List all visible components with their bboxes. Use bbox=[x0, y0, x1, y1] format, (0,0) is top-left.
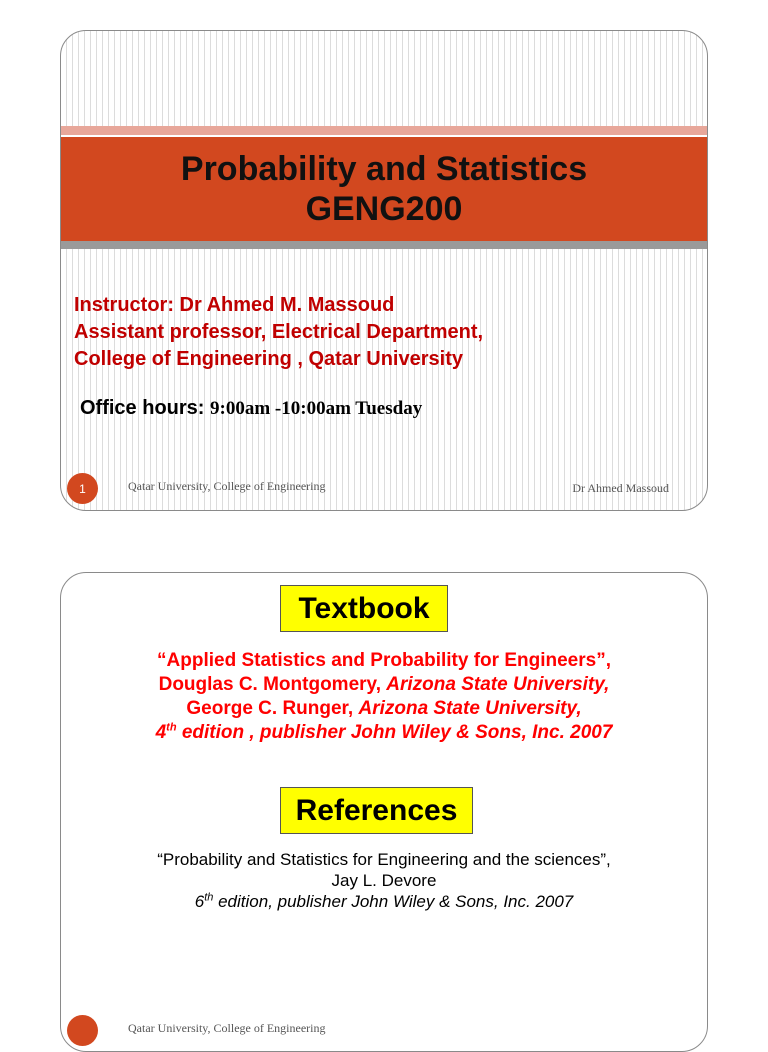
footer-author: Dr Ahmed Massoud bbox=[572, 481, 669, 495]
textbook-author-1 bbox=[61, 673, 707, 697]
office-hours bbox=[80, 397, 422, 420]
author-1-name: Douglas C. Montgomery, bbox=[158, 674, 381, 695]
office-hours-label: Office hours: bbox=[80, 397, 205, 419]
author-2-name: George C. Runger, bbox=[186, 698, 354, 719]
author-2-affiliation: Arizona State University, bbox=[358, 698, 582, 719]
page-number-badge: 1 bbox=[67, 473, 98, 504]
edition-suffix: th bbox=[166, 721, 177, 734]
ref-edition-number: 6 bbox=[194, 892, 205, 911]
edition-number: 4 bbox=[155, 722, 167, 743]
course-code: GENG200 bbox=[305, 190, 463, 228]
textbook-heading: Textbook bbox=[280, 585, 448, 632]
office-hours-value: 9:00am -10:00am Tuesday bbox=[210, 398, 423, 419]
slide-1 bbox=[60, 30, 708, 511]
reference-author: Jay L. Devore bbox=[331, 871, 437, 890]
textbook-author-2 bbox=[61, 697, 707, 721]
page-number-badge-2 bbox=[67, 1015, 98, 1046]
title-band-accent bbox=[61, 126, 707, 135]
reference-edition bbox=[61, 891, 707, 912]
ref-edition-publisher: edition, publisher John Wiley & Sons, Inc. 2007 bbox=[213, 892, 574, 911]
footer-institution: Qatar University, College of Engineering bbox=[128, 479, 326, 493]
slide-2 bbox=[60, 572, 708, 1052]
author-1-affiliation: Arizona State University, bbox=[386, 674, 610, 695]
instructor-position: Assistant professor, Electrical Department, bbox=[74, 321, 484, 343]
title-band bbox=[61, 137, 707, 241]
instructor-name: Instructor: Dr Ahmed M. Massoud bbox=[74, 294, 395, 316]
reference-title: “Probability and Statistics for Engineering and the sciences”, bbox=[157, 850, 611, 869]
references-heading: References bbox=[280, 787, 473, 834]
ref-edition-suffix: th bbox=[204, 891, 214, 904]
instructor-affiliation: College of Engineering , Qatar University bbox=[74, 348, 463, 370]
title-band-shadow bbox=[61, 241, 707, 249]
instructor-block bbox=[74, 292, 483, 373]
textbook-title: “Applied Statistics and Probability for Engineers”, bbox=[157, 650, 611, 671]
course-title: Probability and Statistics bbox=[180, 150, 588, 188]
footer-institution-2: Qatar University, College of Engineering bbox=[128, 1021, 326, 1035]
textbook-edition bbox=[61, 721, 707, 745]
edition-publisher: edition , publisher John Wiley & Sons, Inc. 2007 bbox=[176, 722, 613, 743]
